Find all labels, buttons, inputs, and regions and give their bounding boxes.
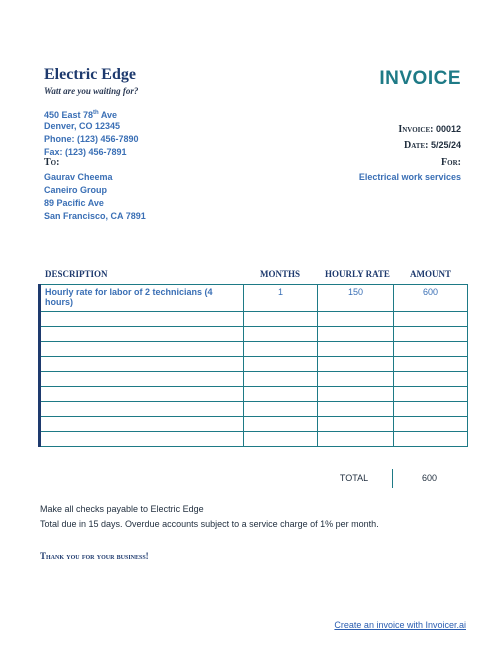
table-row [40, 357, 468, 372]
table-row [40, 417, 468, 432]
table-row [40, 402, 468, 417]
total-value: 600 [421, 473, 438, 483]
table-row [40, 387, 468, 402]
line-item-description: Hourly rate for labor of 2 technicians (4 hours) [40, 285, 244, 312]
table-row [40, 342, 468, 357]
line-item-months: 1 [244, 285, 318, 312]
line-item-rate: 150 [318, 285, 394, 312]
for-label: For: [441, 157, 461, 168]
total-row [316, 469, 466, 488]
create-invoice-link[interactable]: Create an invoice with Invoicer.ai [334, 620, 466, 630]
col-header-hourly-rate: HOURLY RATE [325, 269, 390, 279]
line-item-amount: 600 [394, 285, 468, 312]
total-label: TOTAL [316, 469, 393, 488]
for-value: Electrical work services [358, 172, 461, 182]
payment-note: Make all checks payable to Electric Edge [40, 504, 204, 514]
bill-to-street: 89 Pacific Ave [44, 198, 104, 208]
col-header-months: MONTHS [260, 269, 301, 279]
company-phone: Phone: (123) 456-7890 [44, 134, 139, 144]
table-row [40, 432, 468, 447]
table-row [40, 285, 468, 312]
bill-to-name: Gaurav Cheema [44, 172, 113, 182]
bill-to-label: To: [44, 157, 60, 168]
table-row [40, 372, 468, 387]
table-row [40, 327, 468, 342]
payment-terms: Total due in 15 days. Overdue accounts subject to a service charge of 1% per month. [40, 519, 379, 529]
bill-to-company: Caneiro Group [44, 185, 108, 195]
company-name: Electric Edge [44, 66, 136, 83]
company-city: Denver, CO 12345 [44, 121, 121, 131]
company-fax: Fax: (123) 456-7891 [44, 147, 127, 157]
col-header-amount: AMOUNT [410, 269, 451, 279]
company-street: 450 East 78th Ave [44, 110, 118, 120]
invoice-date: Date: 5/25/24 [404, 140, 461, 151]
invoice-title: INVOICE [379, 68, 461, 89]
line-items-table [38, 284, 468, 447]
thank-you-note: Thank you for your business! [40, 551, 149, 561]
bill-to-city: San Francisco, CA 7891 [44, 211, 146, 221]
company-tagline: Watt are you waiting for? [44, 86, 139, 96]
col-header-description: DESCRIPTION [45, 269, 108, 279]
table-row [40, 312, 468, 327]
invoice-number: Invoice: 00012 [398, 124, 461, 135]
